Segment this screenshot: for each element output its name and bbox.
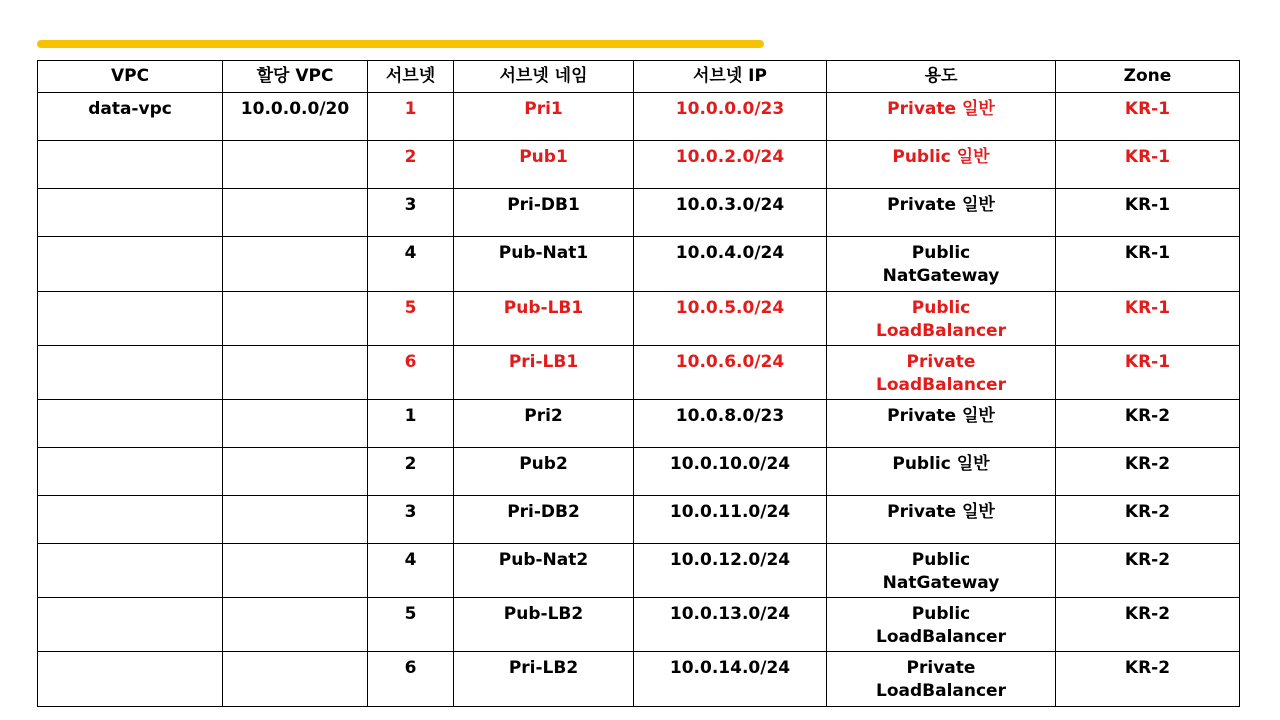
cell-zone: KR-1 [1056,93,1240,141]
cell-alloc-vpc: 10.0.0.0/20 [223,93,368,141]
cell-vpc [38,292,223,346]
cell-usage [827,237,1056,292]
cell-subnet-num: 1 [368,400,454,448]
usage-line-1: Private 일반 [887,406,995,426]
usage-line-1: Public 일반 [892,147,990,167]
cell-subnet-name: Pri-DB2 [454,496,634,544]
header-zone: Zone [1056,61,1240,93]
usage-line-2: NatGateway [882,266,1000,286]
cell-subnet-num: 4 [368,237,454,292]
cell-vpc [38,141,223,189]
cell-zone: KR-2 [1056,496,1240,544]
header-usage: 용도 [827,61,1056,93]
cell-vpc [38,544,223,598]
cell-subnet-name: Pri1 [454,93,634,141]
usage-line-2: NatGateway [882,573,1000,593]
cell-alloc-vpc [223,189,368,237]
table-row [38,141,1240,189]
cell-zone: KR-2 [1056,544,1240,598]
cell-subnet-ip: 10.0.6.0/24 [634,346,827,400]
cell-usage [827,400,1056,448]
cell-zone: KR-2 [1056,598,1240,652]
cell-usage [827,598,1056,652]
cell-subnet-name: Pub2 [454,448,634,496]
usage-line-2: LoadBalancer [876,375,1006,395]
cell-zone: KR-1 [1056,292,1240,346]
cell-vpc: data-vpc [38,93,223,141]
table-row [38,598,1240,652]
header-subnet-name: 서브넷 네임 [454,61,634,93]
cell-alloc-vpc [223,544,368,598]
cell-alloc-vpc [223,448,368,496]
table-header-row [38,61,1240,93]
usage-line-1: Private [906,352,976,372]
cell-usage [827,496,1056,544]
cell-zone: KR-2 [1056,400,1240,448]
cell-usage [827,448,1056,496]
cell-subnet-ip: 10.0.5.0/24 [634,292,827,346]
cell-vpc [38,652,223,707]
table-row [38,237,1240,292]
cell-subnet-num: 6 [368,652,454,707]
cell-subnet-ip: 10.0.3.0/24 [634,189,827,237]
cell-subnet-ip: 10.0.8.0/23 [634,400,827,448]
cell-subnet-ip: 10.0.4.0/24 [634,237,827,292]
cell-subnet-ip: 10.0.11.0/24 [634,496,827,544]
cell-vpc [38,598,223,652]
cell-subnet-num: 6 [368,346,454,400]
cell-zone: KR-2 [1056,652,1240,707]
cell-alloc-vpc [223,141,368,189]
cell-usage [827,544,1056,598]
usage-line-1: Public 일반 [892,454,990,474]
cell-subnet-name: Pub-Nat2 [454,544,634,598]
cell-subnet-ip: 10.0.14.0/24 [634,652,827,707]
cell-subnet-name: Pub-Nat1 [454,237,634,292]
cell-subnet-num: 3 [368,496,454,544]
cell-vpc [38,400,223,448]
cell-alloc-vpc [223,400,368,448]
cell-zone: KR-1 [1056,141,1240,189]
cell-zone: KR-1 [1056,237,1240,292]
cell-subnet-num: 2 [368,448,454,496]
cell-subnet-name: Pub1 [454,141,634,189]
cell-usage [827,189,1056,237]
cell-zone: KR-2 [1056,448,1240,496]
cell-subnet-ip: 10.0.10.0/24 [634,448,827,496]
cell-vpc [38,237,223,292]
cell-alloc-vpc [223,496,368,544]
cell-alloc-vpc [223,292,368,346]
usage-line-1: Private 일반 [887,99,995,119]
cell-subnet-name: Pri2 [454,400,634,448]
cell-vpc [38,496,223,544]
accent-bar [37,40,764,48]
usage-line-1: Public [911,604,971,624]
cell-subnet-num: 5 [368,292,454,346]
cell-usage [827,652,1056,707]
cell-zone: KR-1 [1056,189,1240,237]
cell-alloc-vpc [223,598,368,652]
cell-subnet-ip: 10.0.2.0/24 [634,141,827,189]
usage-line-1: Private 일반 [887,195,995,215]
table-row [38,652,1240,707]
cell-usage [827,346,1056,400]
header-subnet: 서브넷 [368,61,454,93]
cell-subnet-name: Pub-LB1 [454,292,634,346]
cell-subnet-name: Pri-LB1 [454,346,634,400]
table-row [38,189,1240,237]
usage-line-1: Private 일반 [887,502,995,522]
usage-line-1: Public [911,550,971,570]
cell-usage [827,292,1056,346]
cell-alloc-vpc [223,237,368,292]
cell-usage [827,93,1056,141]
cell-subnet-name: Pri-LB2 [454,652,634,707]
cell-subnet-ip: 10.0.13.0/24 [634,598,827,652]
usage-line-2: LoadBalancer [876,681,1006,701]
table-row [38,346,1240,400]
header-alloc-vpc: 할당 VPC [223,61,368,93]
table-row [38,544,1240,598]
cell-subnet-num: 2 [368,141,454,189]
cell-alloc-vpc [223,652,368,707]
cell-usage [827,141,1056,189]
table-row [38,496,1240,544]
cell-subnet-num: 5 [368,598,454,652]
cell-subnet-ip: 10.0.12.0/24 [634,544,827,598]
cell-alloc-vpc [223,346,368,400]
cell-subnet-num: 3 [368,189,454,237]
cell-subnet-name: Pub-LB2 [454,598,634,652]
table-row [38,93,1240,141]
table-row [38,400,1240,448]
cell-vpc [38,448,223,496]
cell-subnet-num: 4 [368,544,454,598]
usage-line-1: Public [911,298,971,318]
cell-subnet-num: 1 [368,93,454,141]
cell-subnet-ip: 10.0.0.0/23 [634,93,827,141]
usage-line-1: Private [906,658,976,678]
subnet-table [37,60,1240,707]
cell-vpc [38,189,223,237]
cell-subnet-name: Pri-DB1 [454,189,634,237]
table-row [38,292,1240,346]
usage-line-2: LoadBalancer [876,627,1006,647]
cell-vpc [38,346,223,400]
usage-line-1: Public [911,243,971,263]
cell-zone: KR-1 [1056,346,1240,400]
table-row [38,448,1240,496]
header-vpc: VPC [38,61,223,93]
usage-line-2: LoadBalancer [876,321,1006,341]
header-subnet-ip: 서브넷 IP [634,61,827,93]
